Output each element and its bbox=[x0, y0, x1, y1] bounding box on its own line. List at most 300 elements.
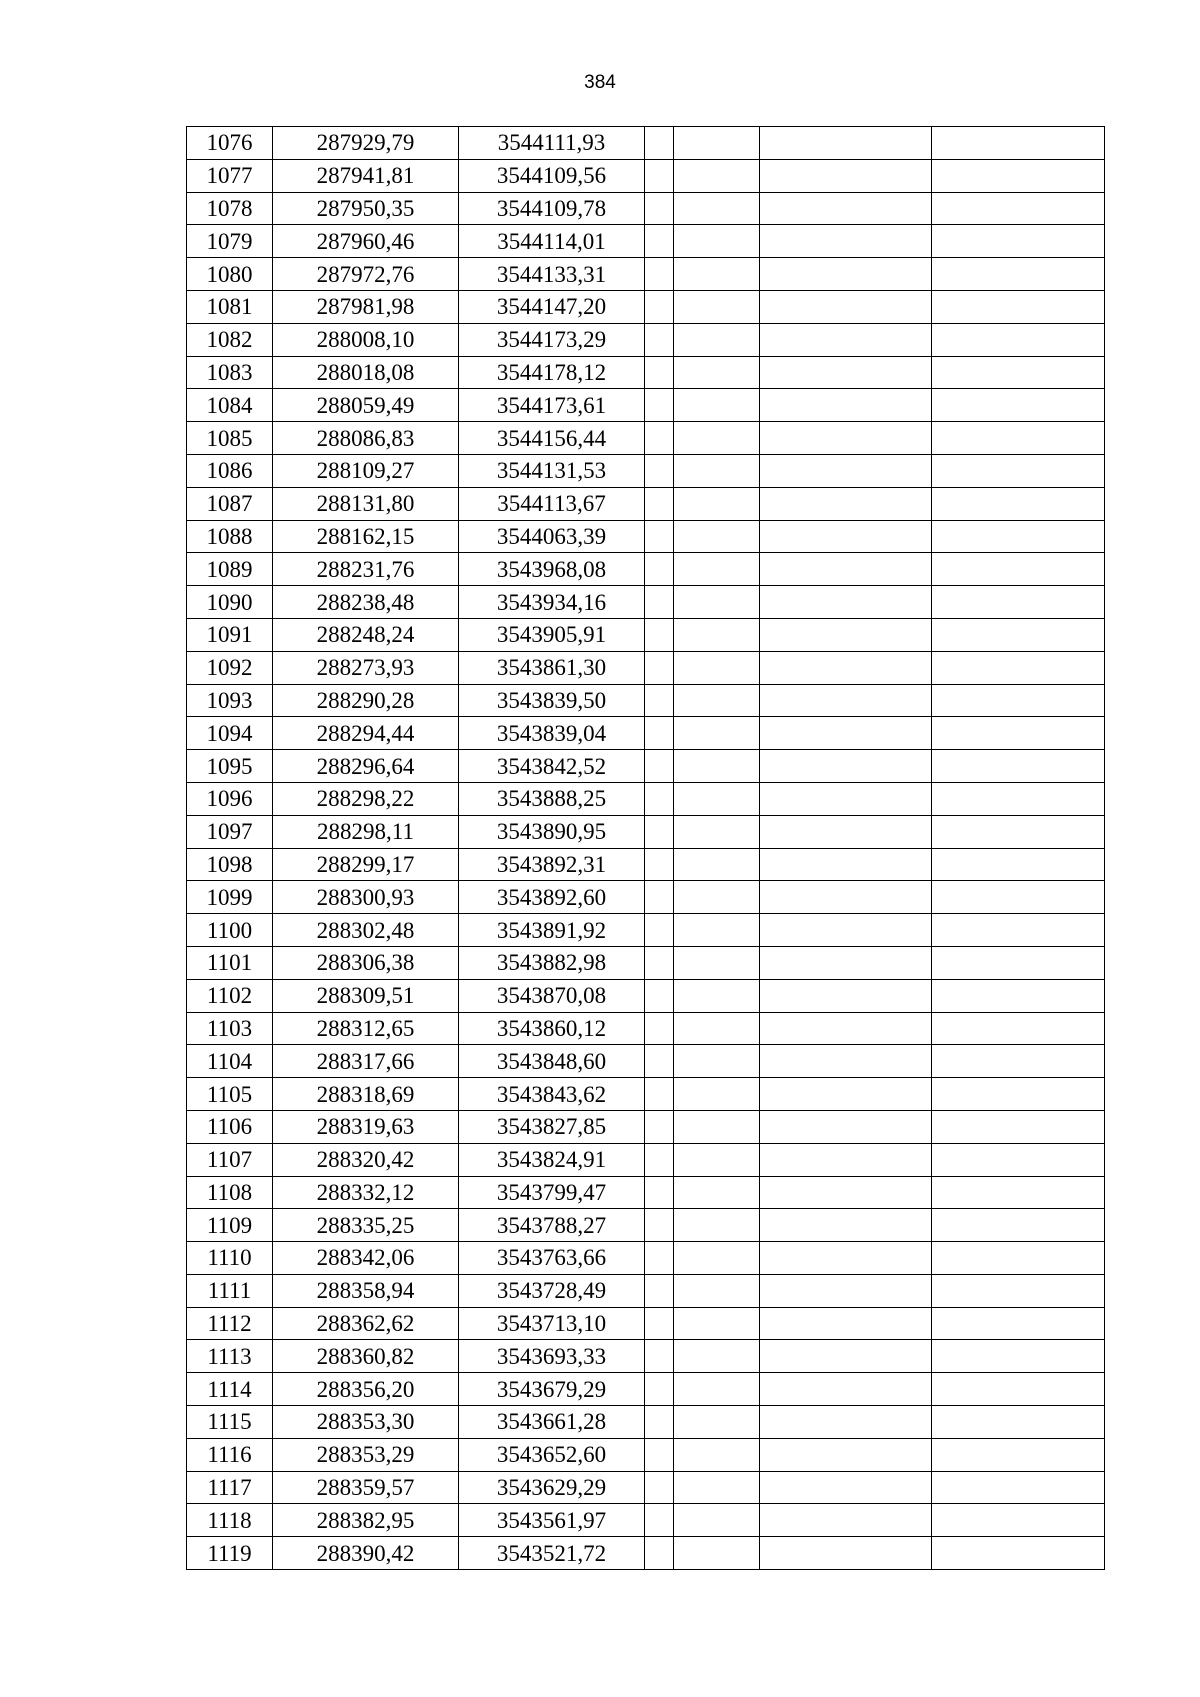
table-row bbox=[187, 651, 1105, 684]
table-row bbox=[187, 782, 1105, 815]
empty-cell bbox=[674, 553, 760, 586]
x-coordinate-cell: 288300,93 bbox=[273, 881, 459, 914]
empty-cell bbox=[760, 520, 932, 553]
empty-cell bbox=[932, 914, 1105, 947]
x-coordinate-cell: 287941,81 bbox=[273, 159, 459, 192]
x-coordinate-cell: 288290,28 bbox=[273, 684, 459, 717]
x-coordinate-cell: 288299,17 bbox=[273, 848, 459, 881]
table-row bbox=[187, 356, 1105, 389]
table-row bbox=[187, 192, 1105, 225]
empty-cell bbox=[760, 1274, 932, 1307]
empty-cell bbox=[674, 1012, 760, 1045]
empty-cell bbox=[645, 1438, 674, 1471]
empty-cell bbox=[760, 1012, 932, 1045]
empty-cell bbox=[932, 1110, 1105, 1143]
empty-cell bbox=[674, 717, 760, 750]
x-coordinate-cell: 288309,51 bbox=[273, 979, 459, 1012]
empty-cell bbox=[674, 225, 760, 258]
point-number-cell: 1113 bbox=[187, 1340, 273, 1373]
empty-cell bbox=[645, 1242, 674, 1275]
empty-cell bbox=[645, 1340, 674, 1373]
point-number-cell: 1087 bbox=[187, 487, 273, 520]
y-coordinate-cell: 3543848,60 bbox=[459, 1045, 645, 1078]
y-coordinate-cell: 3543882,98 bbox=[459, 946, 645, 979]
point-number-cell: 1110 bbox=[187, 1242, 273, 1275]
empty-cell bbox=[645, 323, 674, 356]
empty-cell bbox=[645, 1110, 674, 1143]
empty-cell bbox=[674, 1471, 760, 1504]
table-row bbox=[187, 389, 1105, 422]
empty-cell bbox=[645, 815, 674, 848]
empty-cell bbox=[674, 618, 760, 651]
table-row bbox=[187, 1110, 1105, 1143]
table-row bbox=[187, 1438, 1105, 1471]
table-row bbox=[187, 717, 1105, 750]
table-row bbox=[187, 1045, 1105, 1078]
empty-cell bbox=[932, 618, 1105, 651]
empty-cell bbox=[932, 487, 1105, 520]
empty-cell bbox=[760, 323, 932, 356]
point-number-cell: 1089 bbox=[187, 553, 273, 586]
empty-cell bbox=[760, 946, 932, 979]
x-coordinate-cell: 287950,35 bbox=[273, 192, 459, 225]
x-coordinate-cell: 288302,48 bbox=[273, 914, 459, 947]
point-number-cell: 1082 bbox=[187, 323, 273, 356]
table-row bbox=[187, 159, 1105, 192]
table-row bbox=[187, 1340, 1105, 1373]
x-coordinate-cell: 288131,80 bbox=[273, 487, 459, 520]
y-coordinate-cell: 3543799,47 bbox=[459, 1176, 645, 1209]
table-row bbox=[187, 1078, 1105, 1111]
table-row bbox=[187, 1307, 1105, 1340]
empty-cell bbox=[645, 1471, 674, 1504]
x-coordinate-cell: 288318,69 bbox=[273, 1078, 459, 1111]
table-row bbox=[187, 1373, 1105, 1406]
empty-cell bbox=[760, 979, 932, 1012]
empty-cell bbox=[645, 651, 674, 684]
empty-cell bbox=[645, 1209, 674, 1242]
empty-cell bbox=[932, 1373, 1105, 1406]
empty-cell bbox=[674, 979, 760, 1012]
y-coordinate-cell: 3543860,12 bbox=[459, 1012, 645, 1045]
table-row bbox=[187, 848, 1105, 881]
empty-cell bbox=[674, 389, 760, 422]
empty-cell bbox=[932, 750, 1105, 783]
empty-cell bbox=[932, 127, 1105, 160]
empty-cell bbox=[760, 717, 932, 750]
empty-cell bbox=[645, 914, 674, 947]
empty-cell bbox=[674, 750, 760, 783]
empty-cell bbox=[645, 946, 674, 979]
x-coordinate-cell: 288359,57 bbox=[273, 1471, 459, 1504]
empty-cell bbox=[760, 1471, 932, 1504]
empty-cell bbox=[674, 914, 760, 947]
point-number-cell: 1083 bbox=[187, 356, 273, 389]
point-number-cell: 1080 bbox=[187, 258, 273, 291]
y-coordinate-cell: 3543661,28 bbox=[459, 1406, 645, 1439]
empty-cell bbox=[674, 356, 760, 389]
empty-cell bbox=[645, 553, 674, 586]
x-coordinate-cell: 288018,08 bbox=[273, 356, 459, 389]
point-number-cell: 1108 bbox=[187, 1176, 273, 1209]
y-coordinate-cell: 3544173,29 bbox=[459, 323, 645, 356]
point-number-cell: 1079 bbox=[187, 225, 273, 258]
y-coordinate-cell: 3543629,29 bbox=[459, 1471, 645, 1504]
empty-cell bbox=[760, 1537, 932, 1570]
empty-cell bbox=[932, 782, 1105, 815]
empty-cell bbox=[645, 1176, 674, 1209]
x-coordinate-cell: 287972,76 bbox=[273, 258, 459, 291]
empty-cell bbox=[932, 1045, 1105, 1078]
empty-cell bbox=[932, 159, 1105, 192]
empty-cell bbox=[932, 1307, 1105, 1340]
table-row bbox=[187, 979, 1105, 1012]
y-coordinate-cell: 3543839,04 bbox=[459, 717, 645, 750]
table-row bbox=[187, 1176, 1105, 1209]
x-coordinate-cell: 288317,66 bbox=[273, 1045, 459, 1078]
y-coordinate-cell: 3543679,29 bbox=[459, 1373, 645, 1406]
empty-cell bbox=[932, 323, 1105, 356]
table-row bbox=[187, 1012, 1105, 1045]
point-number-cell: 1076 bbox=[187, 127, 273, 160]
point-number-cell: 1081 bbox=[187, 290, 273, 323]
empty-cell bbox=[674, 1307, 760, 1340]
empty-cell bbox=[932, 520, 1105, 553]
x-coordinate-cell: 288312,65 bbox=[273, 1012, 459, 1045]
y-coordinate-cell: 3543891,92 bbox=[459, 914, 645, 947]
empty-cell bbox=[760, 1078, 932, 1111]
empty-cell bbox=[932, 1504, 1105, 1537]
empty-cell bbox=[674, 422, 760, 455]
empty-cell bbox=[760, 487, 932, 520]
empty-cell bbox=[645, 290, 674, 323]
empty-cell bbox=[760, 586, 932, 619]
empty-cell bbox=[645, 159, 674, 192]
empty-cell bbox=[760, 356, 932, 389]
empty-cell bbox=[932, 717, 1105, 750]
empty-cell bbox=[932, 881, 1105, 914]
empty-cell bbox=[674, 586, 760, 619]
y-coordinate-cell: 3543561,97 bbox=[459, 1504, 645, 1537]
empty-cell bbox=[932, 1274, 1105, 1307]
point-number-cell: 1078 bbox=[187, 192, 273, 225]
empty-cell bbox=[932, 1537, 1105, 1570]
x-coordinate-cell: 288353,30 bbox=[273, 1406, 459, 1439]
empty-cell bbox=[932, 1176, 1105, 1209]
empty-cell bbox=[932, 454, 1105, 487]
y-coordinate-cell: 3543693,33 bbox=[459, 1340, 645, 1373]
table-row bbox=[187, 586, 1105, 619]
empty-cell bbox=[674, 881, 760, 914]
table-row bbox=[187, 1537, 1105, 1570]
empty-cell bbox=[932, 1471, 1105, 1504]
point-number-cell: 1109 bbox=[187, 1209, 273, 1242]
x-coordinate-cell: 288320,42 bbox=[273, 1143, 459, 1176]
empty-cell bbox=[674, 323, 760, 356]
point-number-cell: 1101 bbox=[187, 946, 273, 979]
point-number-cell: 1117 bbox=[187, 1471, 273, 1504]
x-coordinate-cell: 288059,49 bbox=[273, 389, 459, 422]
empty-cell bbox=[760, 848, 932, 881]
x-coordinate-cell: 288362,62 bbox=[273, 1307, 459, 1340]
empty-cell bbox=[760, 1242, 932, 1275]
empty-cell bbox=[645, 1406, 674, 1439]
point-number-cell: 1094 bbox=[187, 717, 273, 750]
point-number-cell: 1099 bbox=[187, 881, 273, 914]
empty-cell bbox=[674, 1078, 760, 1111]
x-coordinate-cell: 288109,27 bbox=[273, 454, 459, 487]
table-row bbox=[187, 1406, 1105, 1439]
empty-cell bbox=[645, 520, 674, 553]
empty-cell bbox=[932, 848, 1105, 881]
empty-cell bbox=[645, 782, 674, 815]
point-number-cell: 1088 bbox=[187, 520, 273, 553]
empty-cell bbox=[674, 1274, 760, 1307]
empty-cell bbox=[760, 290, 932, 323]
point-number-cell: 1096 bbox=[187, 782, 273, 815]
point-number-cell: 1085 bbox=[187, 422, 273, 455]
empty-cell bbox=[760, 192, 932, 225]
x-coordinate-cell: 287981,98 bbox=[273, 290, 459, 323]
x-coordinate-cell: 288248,24 bbox=[273, 618, 459, 651]
empty-cell bbox=[760, 454, 932, 487]
table-row bbox=[187, 323, 1105, 356]
empty-cell bbox=[760, 1307, 932, 1340]
empty-cell bbox=[674, 651, 760, 684]
empty-cell bbox=[674, 487, 760, 520]
point-number-cell: 1118 bbox=[187, 1504, 273, 1537]
table-row bbox=[187, 914, 1105, 947]
empty-cell bbox=[932, 1340, 1105, 1373]
empty-cell bbox=[674, 520, 760, 553]
empty-cell bbox=[760, 1340, 932, 1373]
y-coordinate-cell: 3543788,27 bbox=[459, 1209, 645, 1242]
point-number-cell: 1091 bbox=[187, 618, 273, 651]
empty-cell bbox=[645, 356, 674, 389]
y-coordinate-cell: 3543892,60 bbox=[459, 881, 645, 914]
empty-cell bbox=[760, 1143, 932, 1176]
x-coordinate-cell: 288356,20 bbox=[273, 1373, 459, 1406]
x-coordinate-cell: 288298,11 bbox=[273, 815, 459, 848]
empty-cell bbox=[645, 1373, 674, 1406]
x-coordinate-cell: 288162,15 bbox=[273, 520, 459, 553]
x-coordinate-cell: 288390,42 bbox=[273, 1537, 459, 1570]
table-row bbox=[187, 750, 1105, 783]
point-number-cell: 1086 bbox=[187, 454, 273, 487]
y-coordinate-cell: 3544178,12 bbox=[459, 356, 645, 389]
empty-cell bbox=[645, 487, 674, 520]
y-coordinate-cell: 3543861,30 bbox=[459, 651, 645, 684]
point-number-cell: 1104 bbox=[187, 1045, 273, 1078]
empty-cell bbox=[645, 1537, 674, 1570]
x-coordinate-cell: 288358,94 bbox=[273, 1274, 459, 1307]
empty-cell bbox=[760, 389, 932, 422]
empty-cell bbox=[645, 1045, 674, 1078]
table-row bbox=[187, 290, 1105, 323]
x-coordinate-cell: 288238,48 bbox=[273, 586, 459, 619]
coordinates-table bbox=[186, 126, 1105, 1570]
coordinates-table-body bbox=[187, 127, 1105, 1570]
empty-cell bbox=[760, 1209, 932, 1242]
point-number-cell: 1077 bbox=[187, 159, 273, 192]
empty-cell bbox=[645, 1012, 674, 1045]
empty-cell bbox=[674, 815, 760, 848]
empty-cell bbox=[645, 454, 674, 487]
table-row bbox=[187, 881, 1105, 914]
table-row bbox=[187, 553, 1105, 586]
empty-cell bbox=[674, 848, 760, 881]
table-row bbox=[187, 1471, 1105, 1504]
empty-cell bbox=[645, 1504, 674, 1537]
empty-cell bbox=[645, 127, 674, 160]
x-coordinate-cell: 288342,06 bbox=[273, 1242, 459, 1275]
empty-cell bbox=[932, 1242, 1105, 1275]
y-coordinate-cell: 3543905,91 bbox=[459, 618, 645, 651]
x-coordinate-cell: 287929,79 bbox=[273, 127, 459, 160]
empty-cell bbox=[645, 1307, 674, 1340]
empty-cell bbox=[760, 684, 932, 717]
empty-cell bbox=[932, 586, 1105, 619]
empty-cell bbox=[932, 815, 1105, 848]
empty-cell bbox=[760, 1504, 932, 1537]
y-coordinate-cell: 3543839,50 bbox=[459, 684, 645, 717]
empty-cell bbox=[645, 717, 674, 750]
empty-cell bbox=[645, 684, 674, 717]
point-number-cell: 1095 bbox=[187, 750, 273, 783]
empty-cell bbox=[760, 553, 932, 586]
x-coordinate-cell: 288294,44 bbox=[273, 717, 459, 750]
empty-cell bbox=[932, 422, 1105, 455]
y-coordinate-cell: 3543892,31 bbox=[459, 848, 645, 881]
y-coordinate-cell: 3543763,66 bbox=[459, 1242, 645, 1275]
point-number-cell: 1090 bbox=[187, 586, 273, 619]
y-coordinate-cell: 3543888,25 bbox=[459, 782, 645, 815]
table-row bbox=[187, 487, 1105, 520]
empty-cell bbox=[932, 389, 1105, 422]
table-row bbox=[187, 1242, 1105, 1275]
empty-cell bbox=[674, 1438, 760, 1471]
empty-cell bbox=[674, 290, 760, 323]
empty-cell bbox=[760, 914, 932, 947]
empty-cell bbox=[932, 979, 1105, 1012]
y-coordinate-cell: 3543652,60 bbox=[459, 1438, 645, 1471]
empty-cell bbox=[674, 192, 760, 225]
empty-cell bbox=[674, 1340, 760, 1373]
empty-cell bbox=[674, 1209, 760, 1242]
x-coordinate-cell: 288382,95 bbox=[273, 1504, 459, 1537]
empty-cell bbox=[674, 127, 760, 160]
empty-cell bbox=[674, 258, 760, 291]
empty-cell bbox=[674, 1143, 760, 1176]
empty-cell bbox=[674, 454, 760, 487]
table-row bbox=[187, 127, 1105, 160]
y-coordinate-cell: 3544114,01 bbox=[459, 225, 645, 258]
empty-cell bbox=[674, 684, 760, 717]
table-row bbox=[187, 618, 1105, 651]
y-coordinate-cell: 3543824,91 bbox=[459, 1143, 645, 1176]
empty-cell bbox=[760, 815, 932, 848]
empty-cell bbox=[645, 979, 674, 1012]
empty-cell bbox=[645, 618, 674, 651]
empty-cell bbox=[760, 1045, 932, 1078]
table-row bbox=[187, 815, 1105, 848]
table-row bbox=[187, 225, 1105, 258]
empty-cell bbox=[760, 1406, 932, 1439]
point-number-cell: 1097 bbox=[187, 815, 273, 848]
x-coordinate-cell: 288306,38 bbox=[273, 946, 459, 979]
x-coordinate-cell: 288353,29 bbox=[273, 1438, 459, 1471]
table-row bbox=[187, 422, 1105, 455]
empty-cell bbox=[932, 946, 1105, 979]
empty-cell bbox=[760, 422, 932, 455]
point-number-cell: 1093 bbox=[187, 684, 273, 717]
empty-cell bbox=[932, 1406, 1105, 1439]
empty-cell bbox=[645, 225, 674, 258]
y-coordinate-cell: 3544156,44 bbox=[459, 422, 645, 455]
empty-cell bbox=[760, 127, 932, 160]
x-coordinate-cell: 288332,12 bbox=[273, 1176, 459, 1209]
x-coordinate-cell: 288335,25 bbox=[273, 1209, 459, 1242]
x-coordinate-cell: 287960,46 bbox=[273, 225, 459, 258]
empty-cell bbox=[645, 258, 674, 291]
empty-cell bbox=[932, 1209, 1105, 1242]
y-coordinate-cell: 3543521,72 bbox=[459, 1537, 645, 1570]
y-coordinate-cell: 3543843,62 bbox=[459, 1078, 645, 1111]
empty-cell bbox=[674, 782, 760, 815]
empty-cell bbox=[760, 1176, 932, 1209]
table-row bbox=[187, 946, 1105, 979]
point-number-cell: 1116 bbox=[187, 1438, 273, 1471]
empty-cell bbox=[645, 881, 674, 914]
y-coordinate-cell: 3544131,53 bbox=[459, 454, 645, 487]
empty-cell bbox=[932, 651, 1105, 684]
y-coordinate-cell: 3543934,16 bbox=[459, 586, 645, 619]
empty-cell bbox=[932, 1438, 1105, 1471]
empty-cell bbox=[645, 389, 674, 422]
empty-cell bbox=[674, 1537, 760, 1570]
empty-cell bbox=[932, 356, 1105, 389]
empty-cell bbox=[674, 1110, 760, 1143]
y-coordinate-cell: 3543728,49 bbox=[459, 1274, 645, 1307]
empty-cell bbox=[674, 1504, 760, 1537]
empty-cell bbox=[760, 618, 932, 651]
point-number-cell: 1106 bbox=[187, 1110, 273, 1143]
empty-cell bbox=[674, 1406, 760, 1439]
x-coordinate-cell: 288231,76 bbox=[273, 553, 459, 586]
y-coordinate-cell: 3543890,95 bbox=[459, 815, 645, 848]
x-coordinate-cell: 288086,83 bbox=[273, 422, 459, 455]
empty-cell bbox=[760, 750, 932, 783]
empty-cell bbox=[674, 1176, 760, 1209]
point-number-cell: 1114 bbox=[187, 1373, 273, 1406]
x-coordinate-cell: 288273,93 bbox=[273, 651, 459, 684]
y-coordinate-cell: 3543713,10 bbox=[459, 1307, 645, 1340]
empty-cell bbox=[760, 225, 932, 258]
x-coordinate-cell: 288296,64 bbox=[273, 750, 459, 783]
empty-cell bbox=[645, 192, 674, 225]
point-number-cell: 1103 bbox=[187, 1012, 273, 1045]
table-row bbox=[187, 1504, 1105, 1537]
empty-cell bbox=[645, 750, 674, 783]
table-row bbox=[187, 520, 1105, 553]
empty-cell bbox=[760, 1110, 932, 1143]
y-coordinate-cell: 3543968,08 bbox=[459, 553, 645, 586]
empty-cell bbox=[674, 159, 760, 192]
point-number-cell: 1102 bbox=[187, 979, 273, 1012]
y-coordinate-cell: 3544063,39 bbox=[459, 520, 645, 553]
table-row bbox=[187, 1209, 1105, 1242]
empty-cell bbox=[674, 1373, 760, 1406]
